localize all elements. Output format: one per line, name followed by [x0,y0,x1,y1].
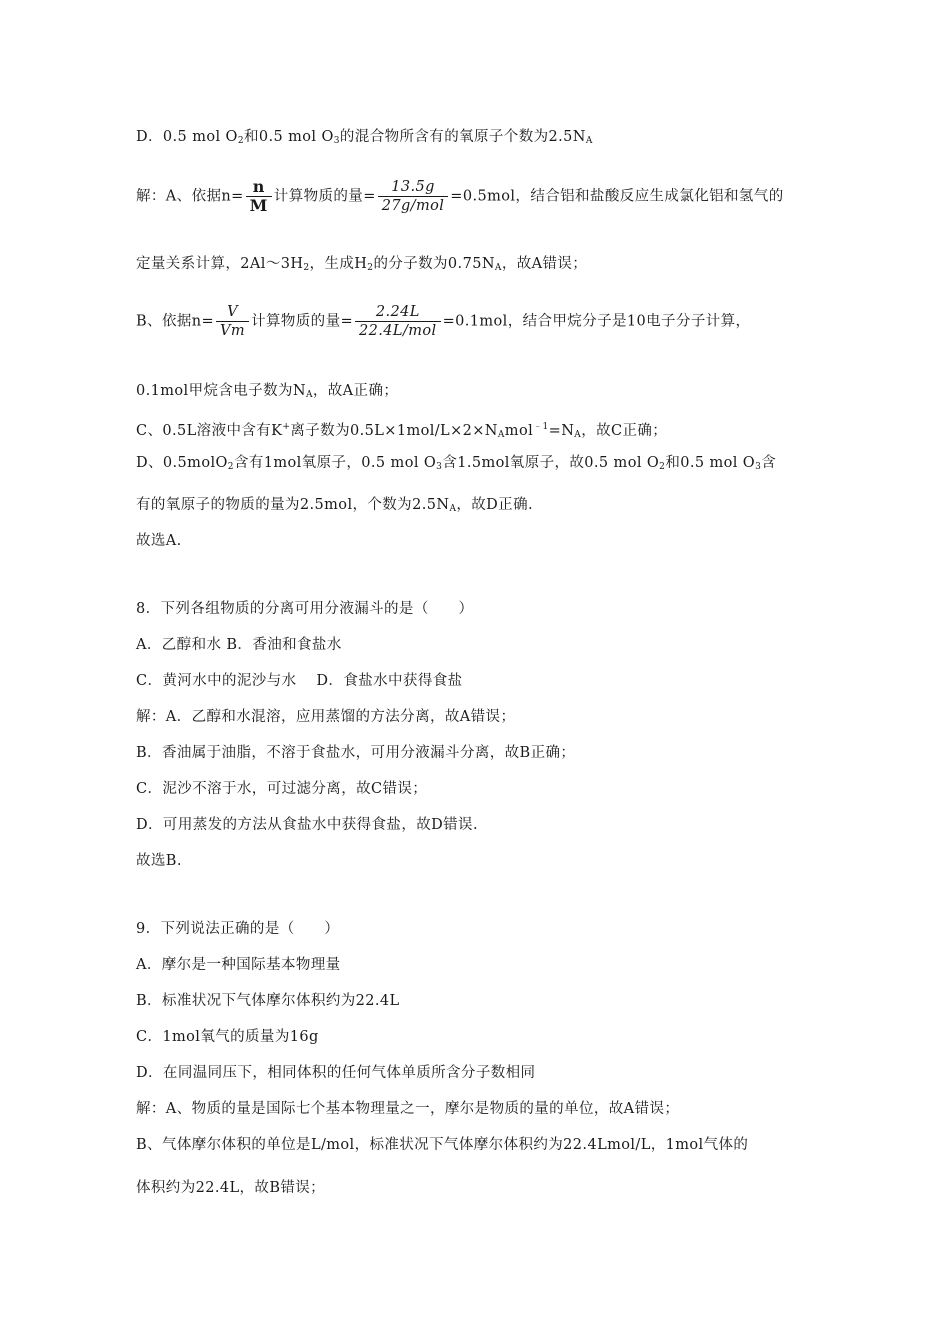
q8-options-ab: A．乙醇和水 B．香油和食盐水 [136,637,342,653]
q7-answer: 故选A. [136,533,182,549]
q7-solution-d: D、0.5molO$_2$含有1mol氧原子，0.5 mol $O_3$含1.5mol氧原子，故0.5 mol $O_2$和0.5 mol $O_3$含 [136,455,777,472]
q8-title: 8．下列各组物质的分离可用分液漏斗的是（ ） [136,601,474,617]
fraction-mass-over-molar-mass: $\frac{13.5g}{\text{27g/mol}}$ [378,178,449,215]
fraction-v-over-vm: $\frac{V}{Vm}$ [216,303,249,340]
q7-solution-c: C、0.5L溶液中含有K+离子数为$0.5L\times 1mol/L\times 2\times N_Amol^{﹣1}=N_A$，故C正确； [136,422,668,440]
q7-solution-b: B、依据n= $\frac{V}{Vm}$ 计算物质的量= $\frac{2.24L}{\text{22.4L/mol}}$ =0.1mol，结合甲烷分子是10电子分子计算， [136,304,751,339]
q7-solution-a: 解：A、依据n= $\frac{n}{M}$ 计算物质的量= $\frac{13.5g}{\text{27g/mol}}$ =0.5mol，结合铝和盐酸反应生成氯化铝和氢气的 [136,177,784,215]
q9-solution-a: 解：A、物质的量是国际七个基本物理量之一，摩尔是物质的量的单位，故A错误； [136,1101,680,1117]
q8-solution-c: C．泥沙不溶于水，可过滤分离，故C错误； [136,781,428,797]
q8-solution-d: D．可用蒸发的方法从食盐水中获得食盐，故D错误. [136,817,478,833]
q8-options-cd: C．黄河水中的泥沙与水 D．食盐水中获得食盐 [136,673,463,689]
q8-solution-b: B．香油属于油脂，不溶于食盐水，可用分液漏斗分离，故B正确； [136,745,576,761]
q9-option-b: B．标准状况下气体摩尔体积约为22.4L [136,993,400,1009]
q9-option-a: A．摩尔是一种国际基本物理量 [136,957,341,973]
q8-solution-a: 解：A．乙醇和水混溶，应用蒸馏的方法分离，故A错误； [136,709,516,725]
q9-solution-b: B、气体摩尔体积的单位是L/mol，标准状况下气体摩尔体积约为22.4Lmol/L，1mol气体的 [136,1137,749,1153]
q8-answer: 故选B. [136,853,182,869]
q9-option-d: D．在同温同压下，相同体积的任何气体单质所含分子数相同 [136,1065,536,1081]
q9-title: 9．下列说法正确的是（ ） [136,921,340,937]
q9-solution-b-cont: 体积约为22.4L，故B错误； [136,1180,326,1196]
fraction-volume-over-molar-volume: $\frac{2.24L}{\text{22.4L/mol}}$ [355,303,441,340]
q7-solution-b-cont: 0.1mol甲烷含电子数为$N_A$，故A正确； [136,383,399,400]
q7-solution-d-cont: 有的氧原子的物质的量为2.5mol，个数为$2.5N_A$，故D正确. [136,497,533,514]
q9-option-c: C．1mol氧气的质量为16g [136,1029,319,1045]
fraction-n-over-m: $\frac{n}{M}$ [246,178,272,215]
q7-solution-a-cont: 定量关系计算，$2Al\sim 3H_2$，生成$H_2$的分子数为$0.75N_A$，故A错误； [136,256,588,273]
q7-option-d: D．0.5 mol $O_2$和0.5 mol $O_3$的混合物所含有的氧原子个数为$2.5N_A$ [136,129,593,146]
